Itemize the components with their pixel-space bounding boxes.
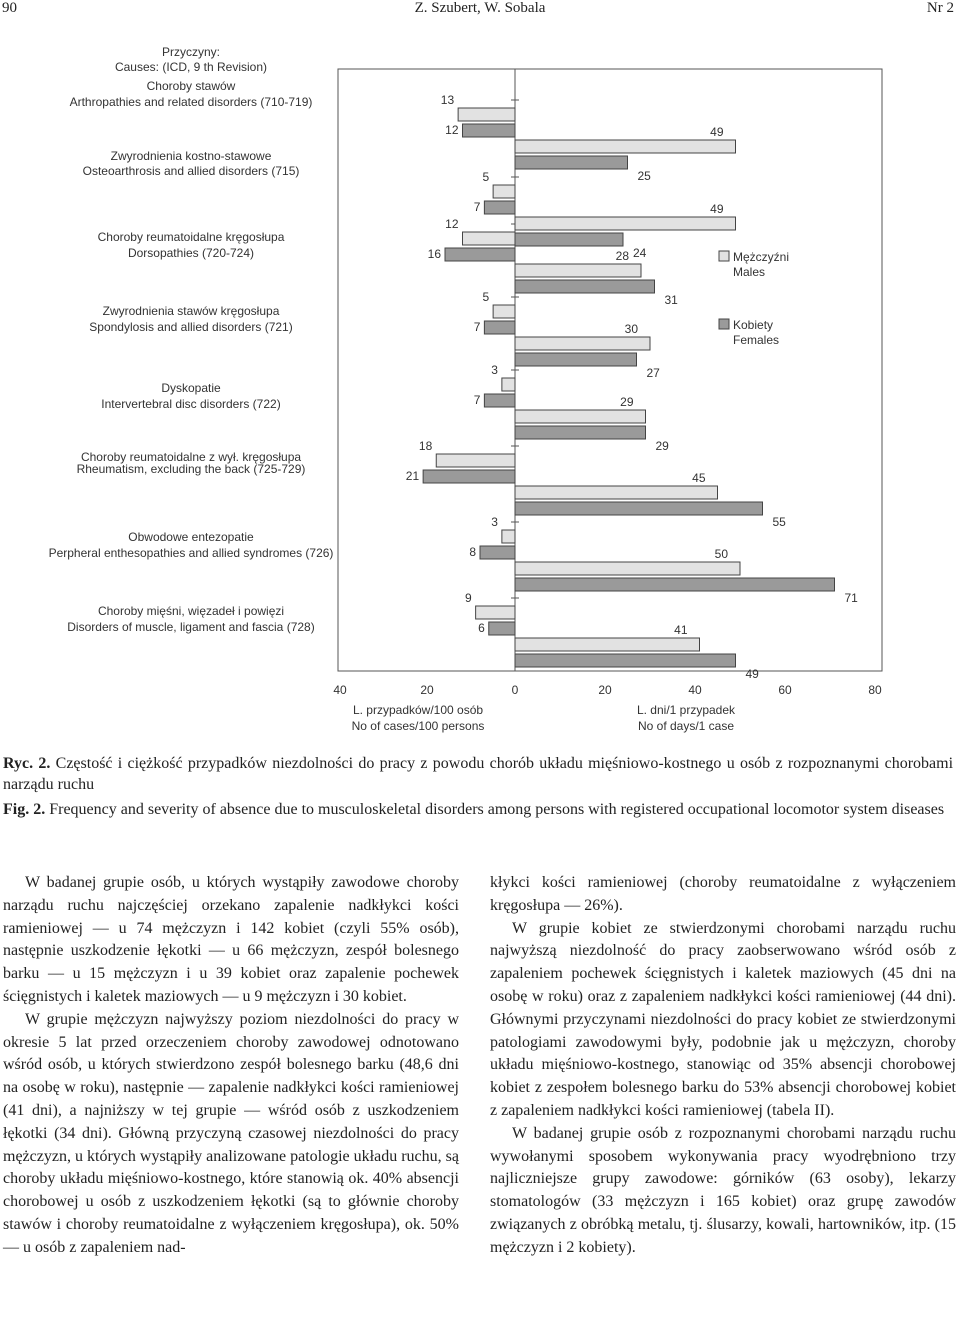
category-label-en: Rheumatism, excluding the back (725-729) [76, 462, 306, 476]
x-axis [333, 683, 882, 733]
bar-days-males [515, 638, 700, 651]
bar-cases-males [502, 378, 515, 391]
x-tick-label: 40 [688, 683, 702, 697]
category-labels [49, 45, 334, 634]
category-label-pl: Zwyrodnienia kostno-stawowe [110, 149, 272, 163]
legend-label-pl: Kobiety [733, 318, 774, 332]
data-label-cases-males: 3 [491, 363, 498, 377]
bar-days-females [515, 426, 646, 439]
bar-days-females [515, 502, 763, 515]
x-tick-label: 20 [598, 683, 612, 697]
bar-cases-males [502, 530, 515, 543]
data-label-days-males: 28 [615, 249, 629, 263]
bar-days-females [515, 578, 835, 591]
category-label-en: Arthropathies and related disorders (710-719) [69, 95, 313, 109]
category-label-pl: Obwodowe entezopatie [128, 530, 254, 544]
data-label-days-females: 55 [772, 515, 786, 529]
data-label-cases-females: 6 [478, 621, 485, 635]
paragraph: W grupie kobiet ze stwierdzonymi chorobami narządu ruchu najwyższą niezdolność do pracy zaobserwowano wśród osób z zapaleniem pochewek ścięgnistych i kaletek maziowych (45 dni na osobę w roku) oraz z zapaleniem nadkłykci kości ramieniowej (44 dni). Głównymi przyczynami niezdolności do pracy kobiet ze stwierdzonymi patologiami zawodowymi były, podobnie jak u mężczyzn, choroby układu mięśniowo-kostnego, stanowiąc od 35% absencji chorobowej kobiet z zespołem bolesnego barku do 53% absencji chorobowej kobiet z zapaleniem nadkłykci kości ramieniowej (tabela II). [490, 919, 956, 1119]
data-label-cases-males: 9 [464, 591, 472, 605]
caption-en-text: Frequency and severity of absence due to musculoskeletal disorders among persons with registered occupational locomotor system diseases [49, 801, 945, 818]
category-label-en: Perpheral enthesopathies and allied syndromes (726) [48, 546, 334, 560]
chart-title-pl: Przyczyny: [161, 45, 221, 59]
bar-cases-females [480, 546, 515, 559]
data-label-days-males: 30 [624, 322, 638, 336]
data-label-days-males: 49 [710, 202, 724, 216]
issue-number: Nr 2 [926, 0, 954, 16]
bar-days-females [515, 353, 637, 366]
bar-cases-males [493, 185, 515, 198]
data-label-cases-males: 5 [482, 170, 490, 184]
bar-cases-females [445, 248, 515, 261]
bar-days-females [515, 280, 655, 293]
chart-title-en: Causes: (ICD, 9 th Revision) [114, 60, 268, 74]
category-label-pl: Choroby mięśni, więzadeł i powięzi [97, 604, 285, 618]
category-label-pl: Zwyrodnienia stawów kręgosłupa [102, 304, 280, 318]
data-label-days-females: 25 [637, 169, 651, 183]
bar-days-males [515, 140, 736, 153]
right-axis-label-pl: L. dni/1 przypadek [636, 703, 736, 717]
bar-days-females [515, 654, 736, 667]
bar-days-males [515, 264, 641, 277]
bar-cases-females [484, 394, 515, 407]
paragraph: W badanej grupie osób z rozpoznanymi chorobami narządu ruchu wywołanymi sposobem wykonywania pracy wyodrębniono trzy najliczniejsze grupy zawodowe: górników (63 osoby), lekarzy stomatologów (33 mężczyzn i 165 kobiet) oraz grupę zawodów związanych z obróbką metalu, tj. ślusarzy, kowali, hartowników, itp. (15 mężczyzn i 2 kobiety). [490, 1124, 956, 1256]
category-label-pl: Choroby reumatoidalne z wył. kręgosłupa [80, 450, 302, 464]
data-label-days-males: 49 [710, 125, 724, 139]
legend-swatch [719, 319, 729, 329]
x-tick-label: 80 [868, 683, 882, 697]
bar-days-females [515, 156, 628, 169]
body-left-column [3, 872, 459, 1260]
category-label-pl: Choroby reumatoidalne kręgosłupa [97, 230, 285, 244]
left-axis-label-en: No of cases/100 persons [351, 719, 485, 733]
category-label-en: Intervertebral disc disorders (722) [101, 397, 281, 411]
data-label-cases-females: 16 [427, 247, 441, 261]
category-label-en: Osteoarthrosis and allied disorders (715) [82, 164, 300, 178]
data-label-cases-females: 8 [469, 545, 476, 559]
data-label-cases-females: 7 [473, 200, 481, 214]
data-label-days-females: 29 [655, 439, 669, 453]
data-label-cases-males: 12 [445, 217, 459, 231]
bar-cases-males [436, 454, 515, 467]
paragraph: kłykci kości ramieniowej (choroby reumatoidalne z wyłączeniem kręgosłupa — 26%). [490, 874, 956, 914]
body-right-column [490, 872, 956, 1260]
caption-pl-label: Ryc. 2. [3, 755, 51, 772]
data-label-days-females: 27 [646, 366, 660, 380]
bar-cases-females [489, 622, 515, 635]
data-label-cases-males: 3 [491, 515, 498, 529]
category-label-en: Dorsopathies (720-724) [127, 246, 255, 260]
bars [406, 93, 858, 681]
data-label-cases-females: 7 [473, 320, 481, 334]
legend-swatch [719, 251, 729, 261]
data-label-days-males: 29 [620, 395, 634, 409]
legend-label-en: Females [733, 333, 780, 347]
bar-cases-females [423, 470, 515, 483]
x-tick-label: 20 [420, 683, 434, 697]
legend-label-en: Males [733, 265, 766, 279]
bar-days-males [515, 410, 646, 423]
bar-cases-females [484, 201, 515, 214]
category-label-en: Disorders of muscle, ligament and fascia (728) [67, 620, 315, 634]
paragraph: W badanej grupie osób, u których wystąpiły zawodowe choroby narządu ruchu najczęściej orzekano zapalenie nadkłykci kości ramieniowej — u 74 mężczyzn i 142 kobiet (czyli 55% osób), następnie uszkodzenie łękotki — u 66 mężczyzn, zespół bolesnego barku — u 15 mężczyzn i u 39 kobiet oraz zapalenie pochewek ścięgnistych i kaletek maziowych — u 9 mężczyzn i 30 kobiet. [3, 874, 459, 1005]
data-label-days-females: 31 [664, 293, 678, 307]
figure-caption-en [3, 799, 953, 820]
bar-cases-males [458, 108, 515, 121]
data-label-days-females: 71 [844, 591, 858, 605]
data-label-cases-males: 13 [440, 93, 455, 107]
data-label-days-males: 45 [692, 471, 706, 485]
bar-cases-males [463, 232, 516, 245]
data-label-days-males: 41 [674, 623, 688, 637]
data-label-cases-females: 21 [405, 469, 420, 483]
x-tick-label: 60 [778, 683, 792, 697]
x-tick-label: 40 [333, 683, 347, 697]
bar-days-males [515, 217, 736, 230]
bar-cases-males [493, 305, 515, 318]
legend-label-pl: Mężczyźni [733, 250, 790, 264]
bar-days-males [515, 562, 740, 575]
bar-days-males [515, 486, 718, 499]
bar-cases-males [476, 606, 515, 619]
x-tick-label: 0 [511, 683, 519, 697]
paragraph: W grupie mężczyzn najwyższy poziom niezdolności do pracy w okresie 5 lat przed orzeczeniem choroby zawodowej odnotowano wśród osób, u których stwierdzono zespół bolesnego barku (48,6 dni na osobę w roku), następnie — zapalenie nadkłykci kości ramieniowej (41 dni), a najniższy w tej grupie — wśród osób z uszkodzeniem łękotki (34 dni). Główną przyczyną czasowej niezdolności do pracy mężczyzn, u których wystąpiły analizowane patologie układu ruchu, są choroby układu mięśniowo-kostnego, które stanowią ok. 40% absencji chorobowej u osób z uszkodzeniem łękotki (są to głównie choroby stawów i choroby reumatoidalne z wyłączeniem kręgosłupa), ok. 50% — u osób z zapaleniem nad- [3, 1010, 459, 1256]
category-label-pl: Dyskopatie [161, 381, 221, 395]
page-number: 90 [2, 0, 17, 16]
authors: Z. Szubert, W. Sobala [414, 0, 546, 16]
category-label-pl: Choroby stawów [146, 79, 236, 93]
data-label-days-females: 49 [745, 667, 759, 681]
data-label-cases-females: 12 [445, 123, 459, 137]
data-label-days-males: 50 [714, 547, 728, 561]
bar-days-females [515, 233, 623, 246]
bar-cases-females [463, 124, 516, 137]
bar-cases-females [484, 321, 515, 334]
data-label-cases-males: 18 [418, 439, 433, 453]
data-label-cases-males: 5 [482, 290, 490, 304]
left-axis-label-pl: L. przypadków/100 osób [352, 703, 484, 717]
right-axis-label-en: No of days/1 case [637, 719, 735, 733]
caption-pl-text: Częstość i ciężkość przypadków niezdolności do pracy z powodu chorób układu mięśniowo-kostnego u osób z rozpoznanymi chorobami narządu ruchu [3, 755, 954, 793]
data-label-days-females: 24 [633, 246, 647, 260]
figure-caption-pl [3, 753, 953, 795]
caption-en-label: Fig. 2. [3, 801, 46, 818]
legend [719, 250, 789, 347]
category-label-en: Spondylosis and allied disorders (721) [89, 320, 293, 334]
data-label-cases-females: 7 [473, 393, 481, 407]
bar-days-males [515, 337, 650, 350]
